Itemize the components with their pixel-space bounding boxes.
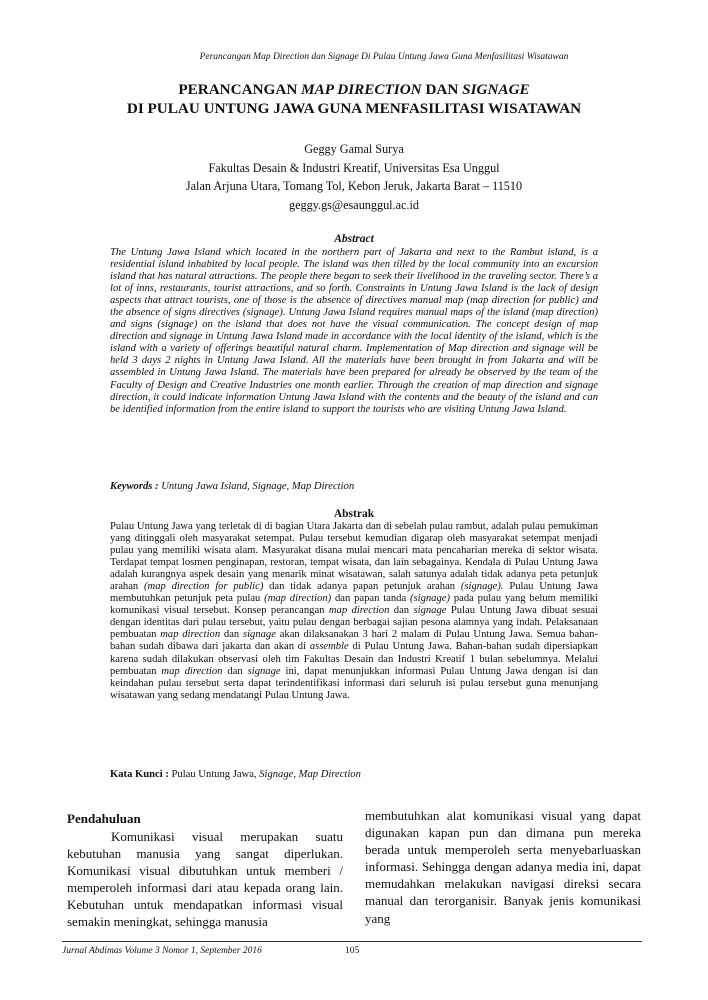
author-address: Jalan Arjuna Utara, Tomang Tol, Kebon Jeruk, Jakarta Barat – 11510	[185, 179, 523, 193]
title-part-italic: MAP DIRECTION	[301, 81, 422, 98]
title-part: PERANCANGAN	[178, 81, 302, 98]
abstract-en-text: The Untung Jawa Island which located in the northern part of Jakarta and next to the Rambut island, is a residential island inhabited by local people. The island was then tilled by the local community into an excursion island that has natural attractions. The people there began to seek their livelihood in the traveling sector. There’s a lot of inns, restaurants, tourist attractions, and so forth. Constraints in Untung Jawa Island is the lack of design aspects that attract tourists, one of those is the absence of directives manual map (map direction for public) and the absence of signs directives (signage). Untung Jawa Island requires manual maps of the island (map direction) and signs (signage) on the island that does not have the visual communication. The concept design of map direction and signage in Untung Jawa Island made in accordance with the local identity of the island, which is the island with a variety of offerings beautiful natural charm. Implementation of Map direction and signage will be held 3 days 2 nights in Untung Jawa Island. All the materials have been brought in from Jakarta and will be assembled in Untung Jawa Island. The materials have been prepared for already be observed by the team of the Faculty of Design and Creative Industries one month earlier. Through the creation of map direction and signage direction, it could indicate information Untung Jawa Island with the contents and the beauty of the island and can be identified information from the entire island to support the tourists who are visiting Untung Jawa Island.	[110, 247, 598, 415]
footer-divider	[62, 941, 642, 942]
keywords-id	[110, 769, 598, 780]
author-affiliation: Fakultas Desain & Industri Kreatif, Universitas Esa Unggul	[208, 160, 500, 175]
author-block	[60, 140, 648, 214]
body-paragraph-left: Komunikasi visual merupakan suatu kebutuhan manusia yang sangat diperlukan. Komunikasi visual dibutuhkan untuk memberi / memperoleh informasi dari atau kepada orang lain. Kebutuhan untuk mendapatkan informasi visual semakin meningkat, sehingga manusia	[67, 828, 343, 929]
abstract-en-heading: Abstract	[334, 233, 374, 245]
body-column-left	[67, 810, 343, 930]
running-head: Perancangan Map Direction dan Signage Di Pulau Untung Jawa Guna Menfasilitasi Wisatawan	[199, 52, 569, 62]
footer-journal: Jurnal Abdimas Volume 3 Nomor 1, September 2016	[62, 946, 262, 956]
keywords-id-italic: Signage, Map Direction	[259, 769, 361, 780]
title-line-1	[60, 80, 648, 99]
title-part: DAN	[421, 81, 463, 98]
keywords-id-plain: Pulau Untung Jawa,	[168, 769, 260, 780]
keywords-id-label: Kata Kunci :	[110, 769, 169, 780]
abstract-id-text: Pulau Untung Jawa yang terletak di di bagian Utara Jakarta dan di sebelah pulau rambut, adalah pulau pemukiman yang ditinggali oleh masyarakat setempat. Pulau tersebut kemudian digarap oleh masyarakat setempat menjadi pulau yang memiliki wisata alam. Masyarakat disana mulai mencari mata pencaharian mereka di sektor wisata. Terdapat tempat losmen penginapan, restoran, tempat wisata, dan lain sebagainya. Kendala di Pulau Untung Jawa adalah kurangnya aspek desain yang menarik minat wisatawan, salah satunya adalah tidak adanya peta petunjuk arahan (map direction for public) dan tidak adanya papan petunjuk arahan (signage). Pulau Untung Jawa membutuhkan petunjuk peta pulau (map direction) dan papan tanda (signage) pada pulau yang belum memiliki komunikasi visual tersebut. Konsep perancangan map direction dan signage Pulau Untung Jawa dibuat sesuai dengan identitas dari pulau tersebut, yaitu pulau dengan berbagai sajian pesona alamnya yang indah. Pelaksanaan pembuatan map direction dan signage akan dilaksanakan 3 hari 2 malam di Pulau Untung Jawa. Semua bahan-bahan sudah dibawa dari jakarta dan akan di assemble di Pulau Untung Jawa. Bahan-bahan sudah dipersiapkan karena sudah dilakukan observasi oleh tim Fakultas Desain dan Industri Kreatif 1 bulan sebelumnya. Melalui pembuatan map direction dan signage ini, dapat menunjukkan informasi Pulau Untung Jawa dengan isi dan keindahan pulau tersebut serta dapat terindentifikasi informasi dari seluruh isi pulau tersebut guna menunjang wisatawan yang sedang mendatangi Pulau Untung Jawa.	[110, 521, 599, 701]
page-number: 105	[345, 946, 360, 956]
keywords-en	[110, 481, 598, 492]
title-line-2: DI PULAU UNTUNG JAWA GUNA MENFASILITASI WISATAWAN	[126, 100, 582, 117]
keywords-en-label: Keywords :	[110, 481, 159, 492]
paper-title	[60, 80, 648, 118]
abstract-id-heading: Abstrak	[333, 508, 375, 520]
author-name: Geggy Gamal Surya	[304, 142, 404, 156]
keywords-en-values: Untung Jawa Island, Signage, Map Direction	[158, 481, 355, 492]
title-part-italic: SIGNAGE	[462, 81, 530, 98]
body-paragraph-right: membutuhkan alat komunikasi visual yang dapat digunakan kapan pun dan dimana pun mereka berada untuk memperoleh serta menyebarluaskan informasi. Sehingga dengan adanya media ini, dapat memudahkan melakukan navigasi direksi secara manual dan terorganisir. Banyak jenis komunikasi yang	[365, 808, 641, 926]
body-column-right	[365, 807, 641, 927]
author-email: geggy.gs@esaunggul.ac.id	[289, 197, 419, 212]
section-heading: Pendahuluan	[67, 811, 141, 826]
